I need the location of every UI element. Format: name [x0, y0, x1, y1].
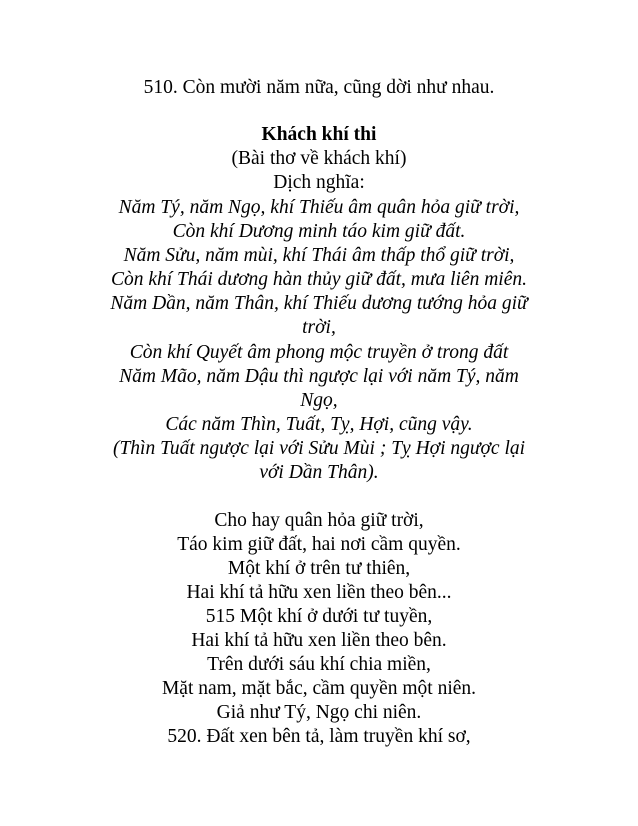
poem-line: Hai khí tả hữu xen liền theo bên...	[186, 582, 452, 603]
poem-line: Táo kim giữ đất, hai nơi cầm quyền.	[177, 534, 461, 555]
translation-line: Năm Mão, năm Dậu thì ngược lại với năm Tý, năm	[119, 366, 519, 387]
translation-line: Năm Tý, năm Ngọ, khí Thiếu âm quân hỏa giữ trời,	[118, 197, 520, 218]
poem-subtitle: (Bài thơ về khách khí)	[231, 148, 407, 169]
poem-line: 515 Một khí ở dưới tư tuyền,	[205, 606, 433, 627]
translation-line: Còn khí Dương minh táo kim giữ đất.	[172, 221, 466, 242]
poem-line: Mặt nam, mặt bắc, cầm quyền một niên.	[161, 678, 477, 699]
poem-line: Một khí ở trên tư thiên,	[227, 558, 411, 579]
translation-label: Dịch nghĩa:	[273, 172, 365, 193]
translation-line: Các năm Thìn, Tuất, Tỵ, Hợi, cũng vậy.	[165, 414, 473, 435]
translation-line: trời,	[302, 317, 336, 338]
poem-line: Giả như Tý, Ngọ chi niên.	[216, 702, 422, 723]
poem-line: Cho hay quân hỏa giữ trời,	[214, 510, 424, 531]
poem-title: Khách khí thi	[261, 124, 377, 145]
poem-line: Hai khí tả hữu xen liền theo bên.	[191, 630, 447, 651]
translation-line: với Dần Thân).	[259, 462, 379, 483]
translation-line: Còn khí Thái dương hàn thủy giữ đất, mưa liên miên.	[110, 269, 528, 290]
poem-line: 520. Đất xen bên tả, làm truyền khí sơ,	[167, 726, 471, 747]
translation-line: Còn khí Quyết âm phong mộc truyền ở trong đất	[129, 342, 509, 363]
poem-line: Trên dưới sáu khí chia miền,	[207, 654, 431, 675]
translation-line: Năm Sửu, năm mùi, khí Thái âm thấp thổ giữ trời,	[123, 245, 515, 266]
translation-line: (Thìn Tuất ngược lại với Sửu Mùi ; Tỵ Hợi ngược lại	[112, 438, 526, 459]
intro-line: 510. Còn mười năm nữa, cũng dời như nhau.	[143, 77, 495, 98]
translation-line: Năm Dần, năm Thân, khí Thiếu dương tướng hỏa giữ	[110, 293, 528, 314]
translation-line: Ngọ,	[300, 390, 338, 411]
